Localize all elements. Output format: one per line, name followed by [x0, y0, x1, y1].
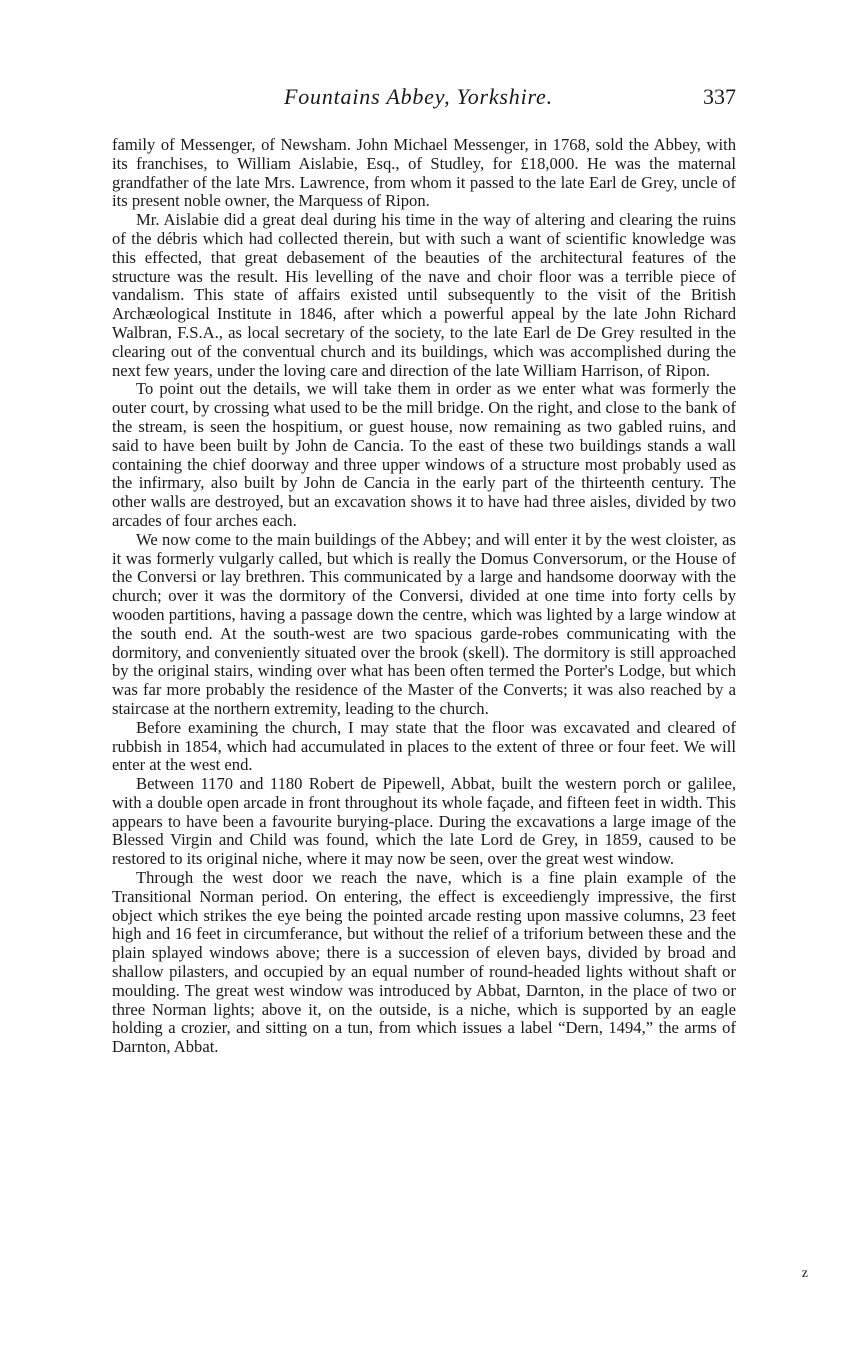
paragraph-7: Through the west door we reach the nave, which is a fine plain example of the Transitional Norman period. On entering, the effect is exceediengly impressive, the first object which strikes the eye being the pointed arcade resting upon massive columns, 23 feet high and 16 feet in circumferance, but without the relief of a triforium between these and the plain splayed windows above; there is a succession of eleven bays, divided by broad and shallow pilasters, and occupied by an equal number of round-headed lights without shaft or moulding. The great west window was introduced by Abbat, Darnton, in the place of two or three Norman lights; above it, on the outside, is a niche, which is supported by an eagle holding a crozier, and sitting on a tun, from which issues a label “Dern, 1494,” the arms of Darnton, Abbat.: [112, 868, 736, 1057]
paragraph-1: family of Messenger, of Newsham. John Michael Messenger, in 1768, sold the Abbey, with its franchises, to William Aislabie, Esq., of Studley, for £18,000. He was the maternal grandfather of the late Mrs. Lawrence, from whom it passed to the late Earl de Grey, uncle of its present noble owner, the Marquess of Ripon.: [112, 135, 736, 211]
running-title: Fountains Abbey, Yorkshire.: [284, 84, 553, 109]
paragraph-3: To point out the details, we will take them in order as we enter what was formerly the outer court, by crossing what used to be the mill bridge. On the right, and close to the bank of the stream, is seen the hospitium, or guest house, now remaining as two gabled ruins, and said to have been built by John de Cancia. To the east of these two buildings stands a wall containing the chief doorway and three upper windows of a structure most probably used as the infirmary, also built by John de Cancia in the early part of the thirteenth century. The other walls are destroyed, but an excavation shows it to have had three aisles, divided by two arcades of four arches each.: [112, 379, 736, 530]
running-head: [112, 80, 736, 116]
body-text: [112, 136, 736, 1057]
signature-mark: z: [801, 1266, 808, 1281]
paragraph-2: Mr. Aislabie did a great deal during his time in the way of altering and clearing the ruins of the débris which had collected therein, but with such a want of scientific knowledge was this effected, that great debasement of the beauties of the architectural features of the structure was the result. His levelling of the nave and choir floor was a terrible piece of vandalism. This state of affairs existed until subsequently to the visit of the British Archæological Institute in 1846, after which a powerful appeal by the late John Richard Walbran, F.S.A., as local secretary of the society, to the late Earl de De Grey resulted in the clearing out of the conventual church and its buildings, which was accomplished during the next few years, under the loving care and direction of the late William Harrison, of Ripon.: [112, 210, 736, 380]
paragraph-6: Between 1170 and 1180 Robert de Pipewell, Abbat, built the western porch or galilee, with a double open arcade in front throughout its whole façade, and fifteen feet in width. This appears to have been a favourite burying-place. During the excavations a large image of the Blessed Virgin and Child was found, which the late Lord de Grey, in 1859, caused to be restored to its original niche, where it may now be seen, over the great west window.: [112, 774, 736, 869]
paragraph-4: We now come to the main buildings of the Abbey; and will enter it by the west cloister, as it was formerly vulgarly called, but which is really the Domus Conversorum, or the House of the Conversi or lay brethren. This communicated by a large and handsome doorway with the church; over it was the dormitory of the Conversi, divided at one time into forty cells by wooden partitions, having a passage down the centre, which was lighted by a large window at the south end. At the south-west are two spacious garde-robes communicating with the dormitory, and conveniently situated over the brook (skell). The dormitory is still approached by the original stairs, winding over what has been often termed the Porter's Lodge, but which was far more probably the residence of the Master of the Converts; it was also reached by a staircase at the northern extremity, leading to the church.: [112, 529, 736, 718]
paragraph-5: Before examining the church, I may state that the floor was excavated and cleared of rubbish in 1854, which had accumulated in places to the extent of three or four feet. We will enter at the west end.: [112, 717, 736, 775]
page-number: 337: [703, 84, 736, 109]
